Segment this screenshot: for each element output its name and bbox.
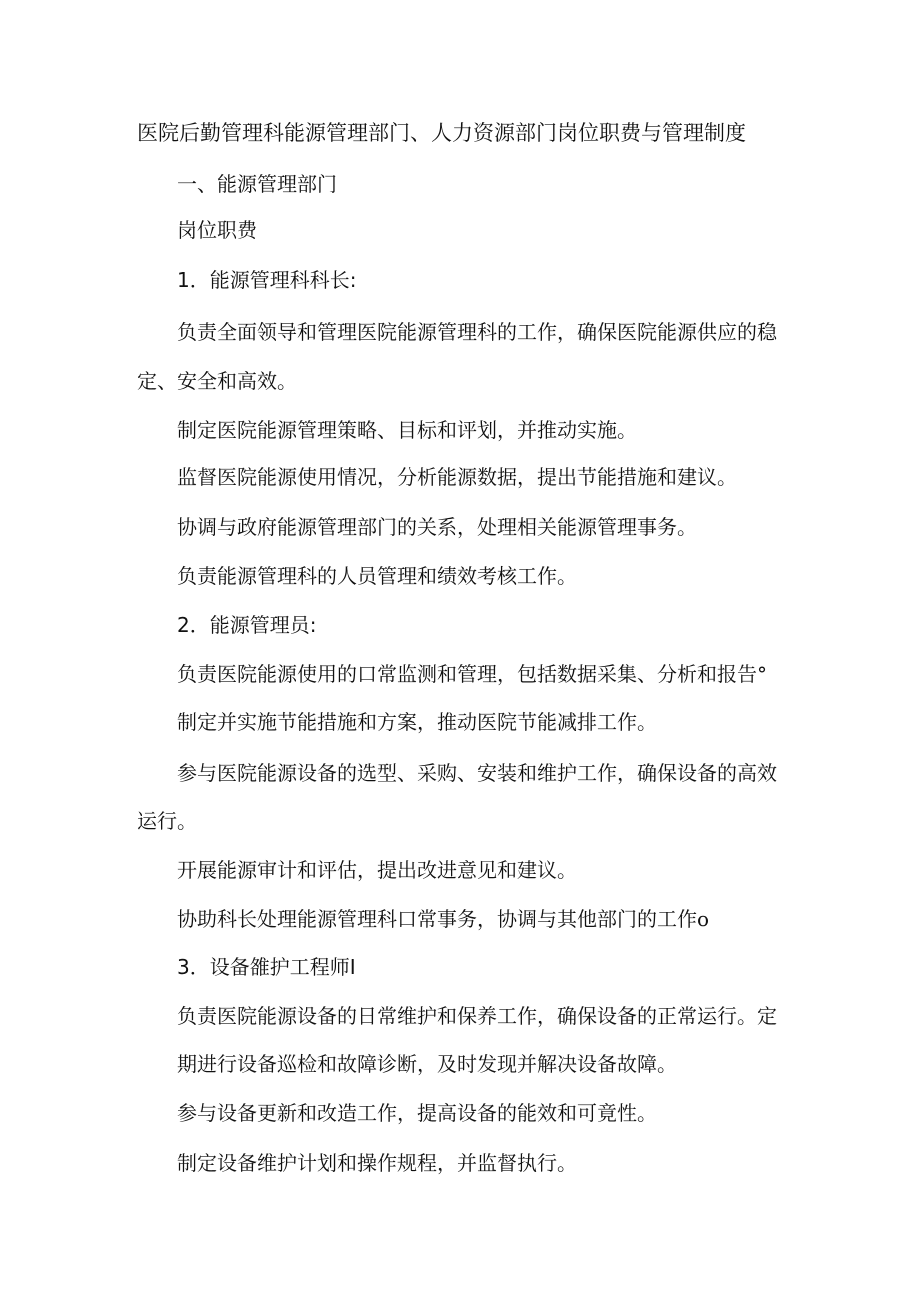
paragraph-line: 参与设备更新和改造工作，提高设备的能效和可竟性。 — [177, 1101, 657, 1125]
paragraph-line: 运行。 — [137, 809, 197, 833]
paragraph-line: 制定并实施节能措施和方案，推动医院节能减排工作。 — [177, 710, 657, 734]
paragraph-line: 期进行设备巡检和故障诊断，及时发现并解决设备故障。 — [177, 1052, 677, 1076]
paragraph-line: 负责医院能源设备的日常维护和保养工作，确保设备的正常运行。定 — [177, 1004, 777, 1028]
paragraph-line: 负责全面领导和管理医院能源管理科的工作，确保医院能源供应的稳 — [177, 320, 777, 344]
paragraph-line: 制定医院能源管理策略、目标和评划，并推动实施。 — [177, 418, 637, 442]
paragraph-line: 监督医院能源使用情况，分析能源数据，提出节能措施和建议。 — [177, 465, 737, 489]
subsection-heading: 岗位职费 — [177, 218, 257, 242]
paragraph-line: 负责医院能源使用的口常监测和管理，包括数据采集、分析和报告° — [177, 662, 767, 686]
role-heading-manager: 2．能源管理员: — [177, 613, 317, 637]
paragraph-line: 定、安全和高效。 — [137, 369, 297, 393]
paragraph-line: 协调与政府能源管理部门的关系，处理相关能源管理事务。 — [177, 515, 697, 539]
paragraph-line: 协助科长处理能源管理科口常事务，协调与其他部门的工作o — [177, 907, 710, 931]
paragraph-line: 参与医院能源设备的选型、采购、安装和维护工作，确保设备的高效 — [177, 761, 777, 785]
section-heading: 一、能源管理部门 — [177, 172, 337, 196]
role-heading-director: 1．能源管理科科长: — [177, 268, 357, 292]
document-title: 医院后勤管理科能源管理部门、人力资源部门岗位职费与管理制度 — [137, 121, 746, 145]
paragraph-line: 开展能源审计和评估，提出改进意见和建议。 — [177, 858, 577, 882]
role-heading-engineer: 3．设备雒护工程师I — [177, 955, 356, 979]
paragraph-line: 负责能源管理科的人员管理和绩效考核工作。 — [177, 564, 577, 588]
paragraph-line: 制定设备维护计划和操作规程，并监督执行。 — [177, 1151, 577, 1175]
